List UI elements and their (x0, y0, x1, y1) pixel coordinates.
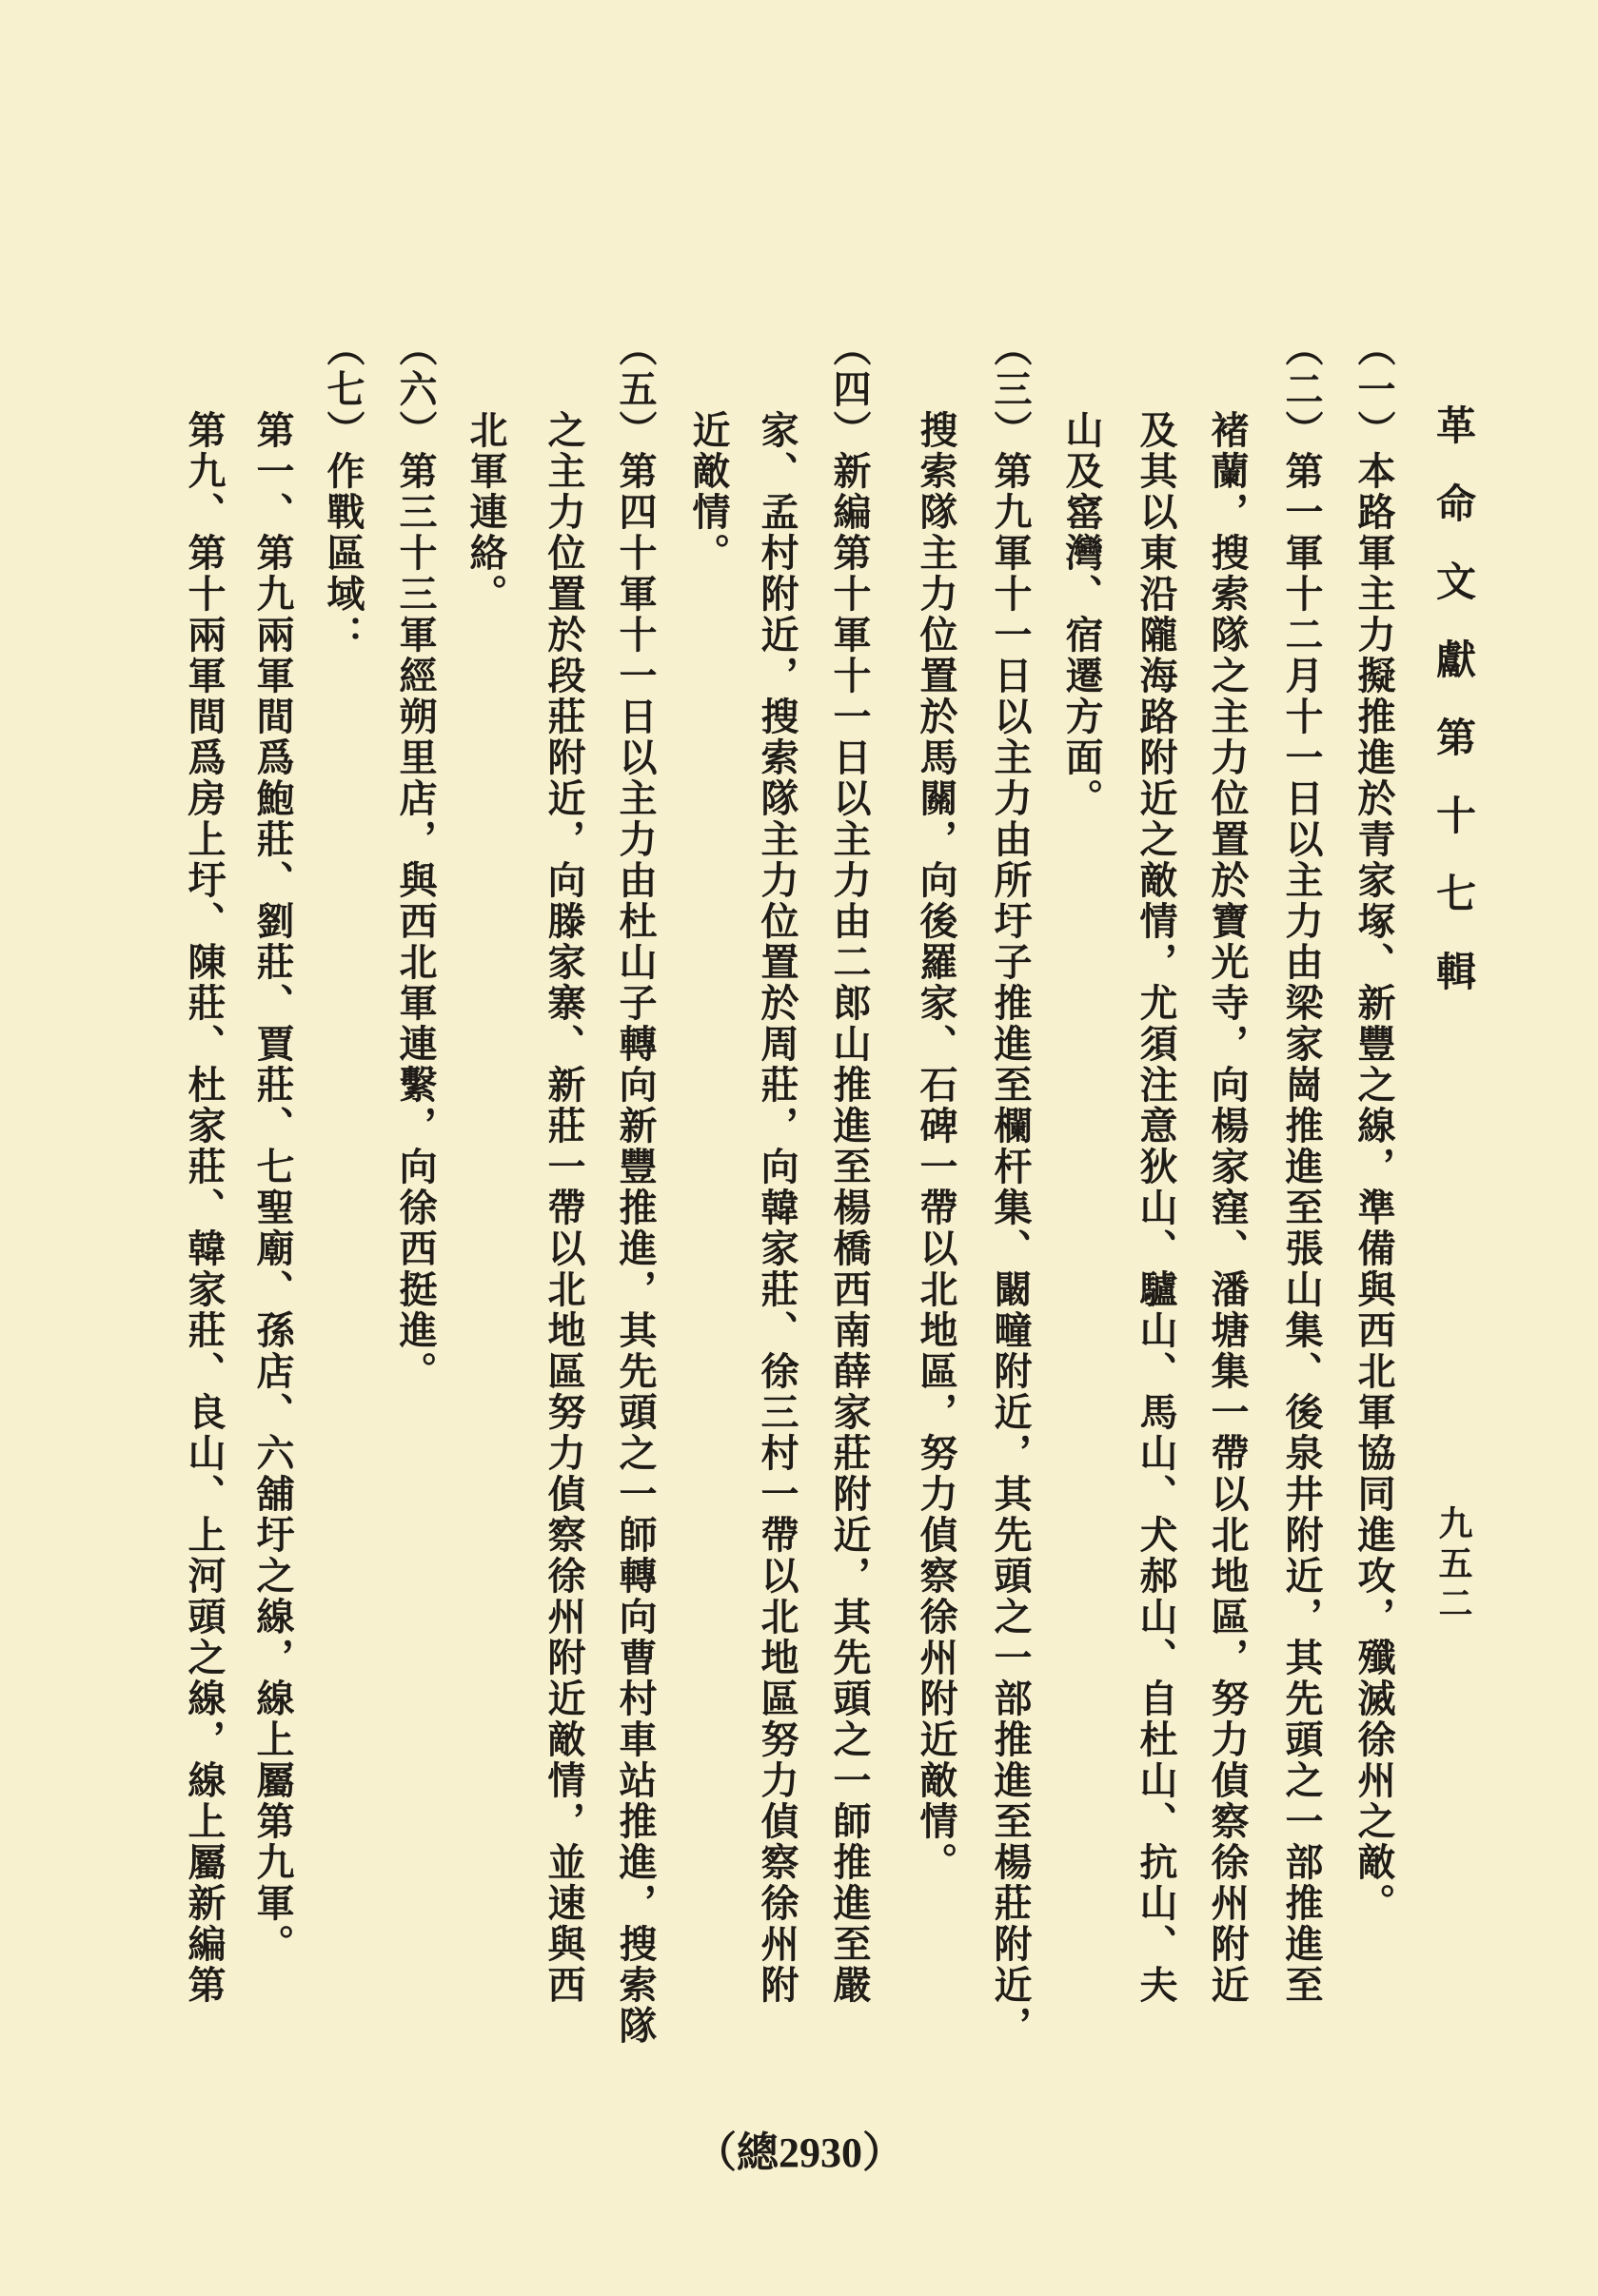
text-column: （一）本路軍主力擬推進於青家塚、新豐之線，準備與西北軍協同進攻，殲滅徐州之敵。 (1351, 328, 1396, 1924)
text-column: 第一、第九兩軍間爲鮑莊、劉莊、賈莊、七聖廟、孫店、六舖圩之線，線上屬第九軍。 (250, 410, 295, 1965)
text-column: （二）第一軍十二月十一日以主力由梁家崗推進至張山集、後泉井附近，其先頭之一部推進至 (1279, 328, 1324, 2006)
text-column: 之主力位置於段莊附近，向滕家寨、新莊一帶以北地區努力偵察徐州附近敵情，並速與西 (542, 410, 586, 2006)
text-column: （六）第三十三軍經朔里店，與西北軍連繫，向徐西挺進。 (393, 328, 438, 1392)
text-column: 搜索隊主力位置於馬關，向後羅家、石碑一帶以北地區，努力偵察徐州附近敵情。 (914, 410, 958, 1883)
text-column: （七）作戰區域： (321, 328, 365, 656)
text-column: 第九、第十兩軍間爲房上圩、陳莊、杜家莊、韓家莊、良山、上河頭之線，線上屬新編第 (182, 410, 227, 2006)
text-column: 及其以東沿隴海路附近之敵情，尤須注意狄山、驢山、馬山、犬郝山、自杜山、抗山、夫 (1134, 410, 1178, 2006)
book-title-header: 革命文獻第十七輯 (1430, 404, 1477, 1029)
text-column: （三）第九軍十一日以主力由所圩子推進至欄杆集、闞疃附近，其先頭之一部推進至楊莊附近， (988, 328, 1033, 2047)
text-column: 山及窰灣、宿遷方面。 (1059, 410, 1104, 819)
total-page-footer: （總2930） (695, 2129, 904, 2176)
text-column: （四）新編第十軍十一日以主力由二郎山推進至楊橋西南薛家莊附近，其先頭之一師推進至嚴 (827, 328, 872, 2006)
text-column: （五）第四十軍十一日以主力由杜山子轉向新豐推進，其先頭之一師轉向曹村車站推進，搜索隊 (613, 328, 658, 2047)
text-column: 家、孟村附近，搜索隊主力位置於周莊，向韓家莊、徐三村一帶以北地區努力偵察徐州附 (755, 410, 799, 2006)
text-column: 近敵情。 (686, 410, 731, 574)
text-column: 北軍連絡。 (464, 410, 508, 615)
page-number: 九五二 (1433, 1505, 1473, 1625)
text-column: 褚蘭，搜索隊之主力位置於寶光寺，向楊家窪、潘塘集一帶以北地區，努力偵察徐州附近 (1205, 410, 1250, 2006)
